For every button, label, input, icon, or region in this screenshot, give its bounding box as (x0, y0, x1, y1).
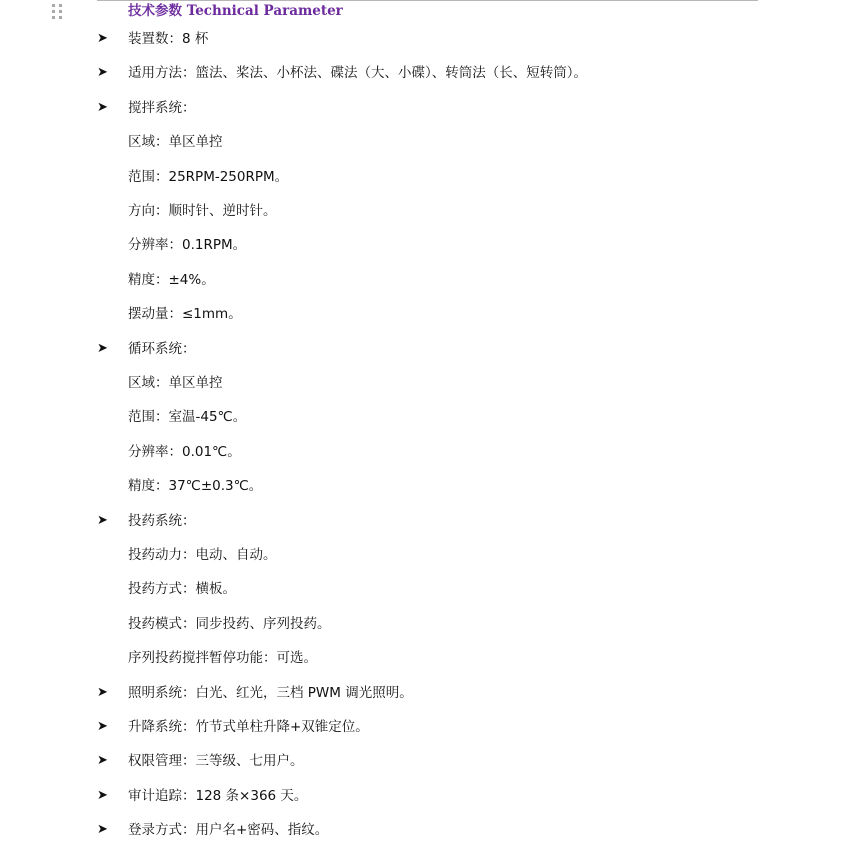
bullet-item (97, 511, 196, 531)
item-text: 装置数：8 杯 (128, 31, 209, 47)
bullet-item (97, 63, 587, 83)
item-text: 范围：室温-45℃。 (128, 409, 247, 425)
sub-item (128, 235, 246, 255)
item-text: 摆动量：≤1mm。 (128, 306, 242, 322)
sub-item (128, 614, 331, 634)
bullet-item (97, 339, 196, 359)
sub-item (128, 579, 236, 599)
sub-item (128, 476, 262, 496)
bullet-item (97, 29, 209, 49)
item-text: 审计追踪：128 条×366 天。 (128, 788, 308, 804)
item-text: 区域：单区单控 (128, 375, 223, 391)
sub-item (128, 132, 223, 152)
item-text: 方向：顺时针、逆时针。 (128, 203, 277, 219)
arrow-bullet-icon: ➤ (97, 719, 108, 734)
bullet-item (97, 683, 413, 703)
bullet-item (97, 751, 304, 771)
item-text: 权限管理：三等级、七用户。 (128, 753, 304, 769)
arrow-bullet-icon: ➤ (97, 753, 108, 768)
item-text: 分辨率：0.01℃。 (128, 444, 241, 460)
item-text: 序列投药搅拌暂停功能：可选。 (128, 650, 317, 666)
drag-handle-icon[interactable] (52, 4, 64, 20)
item-text: 精度：±4%。 (128, 272, 215, 288)
sub-item (128, 167, 288, 187)
item-text: 投药动力：电动、自动。 (128, 547, 277, 563)
item-text: 投药系统： (128, 513, 196, 529)
arrow-bullet-icon: ➤ (97, 341, 108, 356)
sub-item (128, 373, 223, 393)
item-text: 投药方式：横板。 (128, 581, 236, 597)
item-text: 区域：单区单控 (128, 134, 223, 150)
item-text: 升降系统：竹节式单柱升降+双锥定位。 (128, 719, 369, 735)
arrow-bullet-icon: ➤ (97, 31, 108, 46)
sub-item (128, 304, 242, 324)
arrow-bullet-icon: ➤ (97, 65, 108, 80)
arrow-bullet-icon: ➤ (97, 822, 108, 837)
arrow-bullet-icon: ➤ (97, 788, 108, 803)
top-divider (97, 0, 758, 1)
arrow-bullet-icon: ➤ (97, 513, 108, 528)
item-text: 循环系统： (128, 341, 196, 357)
sub-item (128, 201, 277, 221)
arrow-bullet-icon: ➤ (97, 100, 108, 115)
sub-item (128, 545, 277, 565)
item-text: 搅拌系统： (128, 100, 196, 116)
item-text: 照明系统：白光、红光，三档 PWM 调光照明。 (128, 685, 413, 701)
item-text: 范围：25RPM-250RPM。 (128, 169, 289, 185)
item-text: 投药模式：同步投药、序列投药。 (128, 616, 331, 632)
sub-item (128, 270, 215, 290)
bullet-item (97, 820, 329, 840)
sub-item (128, 648, 317, 668)
sub-item (128, 442, 241, 462)
arrow-bullet-icon: ➤ (97, 685, 108, 700)
bullet-item (97, 98, 196, 118)
bullet-item (97, 786, 308, 806)
item-text: 分辨率：0.1RPM。 (128, 237, 247, 253)
item-text: 精度：37℃±0.3℃。 (128, 478, 263, 494)
bullet-item (97, 717, 369, 737)
item-text: 适用方法：篮法、桨法、小杯法、碟法（大、小碟）、转筒法（长、短转筒）。 (128, 65, 587, 81)
page-title: 技术参数 Technical Parameter (128, 3, 343, 19)
sub-item (128, 407, 246, 427)
item-text: 登录方式：用户名+密码、指纹。 (128, 822, 329, 838)
